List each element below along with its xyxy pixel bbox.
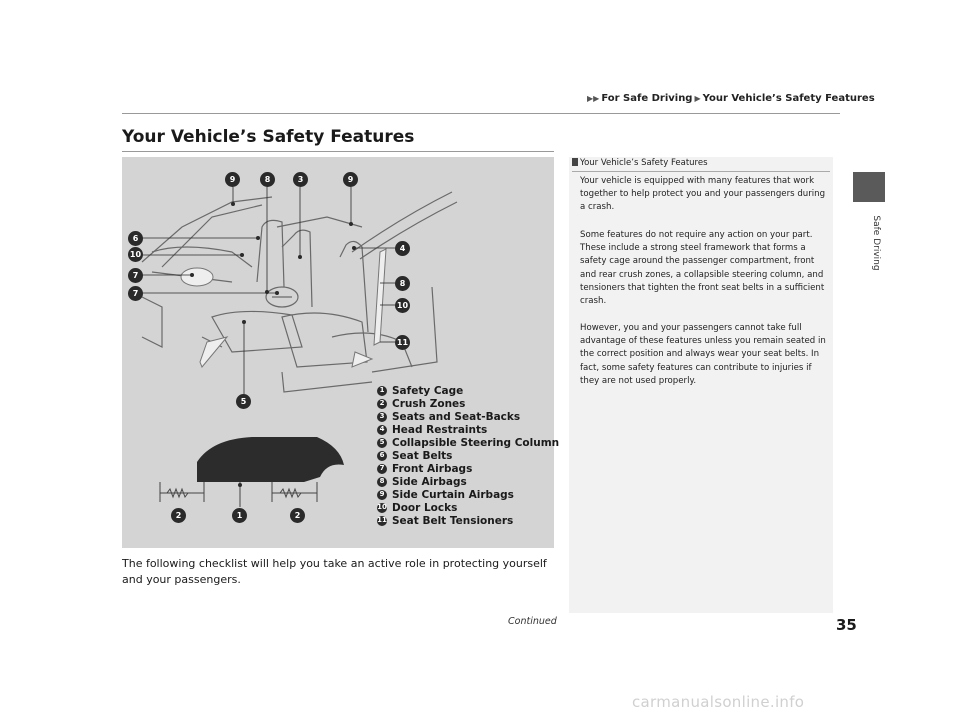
page-title: Your Vehicle’s Safety Features <box>122 127 415 147</box>
legend-number: 8 <box>377 477 387 487</box>
legend-item <box>377 488 559 501</box>
title-divider <box>122 151 554 152</box>
legend-number: 6 <box>377 451 387 461</box>
legend-item <box>377 436 559 449</box>
callout-3: 3 <box>293 172 308 187</box>
legend-label: Seats and Seat-Backs <box>392 410 521 423</box>
legend-item <box>377 384 559 397</box>
callout-8: 8 <box>395 276 410 291</box>
note-marker-icon <box>572 158 578 166</box>
legend-label: Seat Belts <box>392 449 453 462</box>
legend-label: Collapsible Steering Column <box>392 436 560 449</box>
note-paragraph-1: Your vehicle is equipped with many features that work together to help protect you and your passengers during a crash. <box>580 176 826 213</box>
legend-label: Side Airbags <box>392 475 467 488</box>
note-paragraph-3: However, you and your passengers cannot take full advantage of these features unless you remain seated in the correct position and always wear your seat belts. In fact, some safety features can contribute to injuries if they are not used properly. <box>580 323 826 386</box>
legend-item <box>377 423 559 436</box>
callout-2: 2 <box>171 508 186 523</box>
body-paragraph: The following checklist will help you take an active role in protecting yourself and your passengers. <box>122 557 547 586</box>
continued-label: Continued <box>508 616 557 627</box>
section-tab-label: Safe Driving <box>871 215 881 271</box>
legend-number: 7 <box>377 464 387 474</box>
callout-10: 10 <box>395 298 410 313</box>
legend-item <box>377 501 559 514</box>
section-tab[interactable] <box>853 172 885 202</box>
watermark-logo[interactable]: carmanualsonline.info <box>632 693 805 711</box>
page-number: 35 <box>836 616 857 634</box>
callout-1: 1 <box>232 508 247 523</box>
note-heading-text: Your Vehicle’s Safety Features <box>580 158 708 168</box>
legend-number: 2 <box>377 399 387 409</box>
callout-7: 7 <box>128 286 143 301</box>
legend-item <box>377 397 559 410</box>
note-divider <box>572 171 830 172</box>
breadcrumb-arrow-icon: ▶ <box>694 94 701 103</box>
callout-2: 2 <box>290 508 305 523</box>
breadcrumb-item-safe-driving[interactable]: For Safe Driving <box>601 93 693 104</box>
features-legend <box>377 384 559 527</box>
legend-number: 1 <box>377 386 387 396</box>
callout-9: 9 <box>225 172 240 187</box>
legend-label: Crush Zones <box>392 397 466 410</box>
callout-5: 5 <box>236 394 251 409</box>
legend-item <box>377 449 559 462</box>
callout-10: 10 <box>128 247 143 262</box>
note-heading <box>572 158 708 168</box>
breadcrumb <box>585 93 875 104</box>
breadcrumb-item-safety-features[interactable]: Your Vehicle’s Safety Features <box>702 93 875 104</box>
legend-label: Front Airbags <box>392 462 473 475</box>
legend-label: Seat Belt Tensioners <box>392 514 514 527</box>
legend-label: Safety Cage <box>392 384 464 397</box>
legend-number: 10 <box>377 503 387 511</box>
legend-label: Head Restraints <box>392 423 488 436</box>
legend-item <box>377 475 559 488</box>
callout-4: 4 <box>395 241 410 256</box>
legend-label: Side Curtain Airbags <box>392 488 514 501</box>
callout-7: 7 <box>128 268 143 283</box>
note-paragraph-2: Some features do not require any action on your part. These include a strong steel framework that forms a safety cage around the passenger compartment, front and rear crush zones, a collapsible steering column, and tensioners that tighten the front seat belts in a sufficient crash. <box>580 230 825 307</box>
legend-number: 3 <box>377 412 387 422</box>
legend-number: 9 <box>377 490 387 500</box>
legend-label: Door Locks <box>392 501 458 514</box>
header-divider <box>122 113 840 114</box>
breadcrumb-arrow-icon: ▶▶ <box>587 94 600 103</box>
callout-9: 9 <box>343 172 358 187</box>
callout-11: 11 <box>395 335 410 350</box>
legend-item <box>377 410 559 423</box>
callout-6: 6 <box>128 231 143 246</box>
legend-item <box>377 514 559 527</box>
legend-item <box>377 462 559 475</box>
legend-number: 11 <box>377 516 387 524</box>
legend-number: 4 <box>377 425 387 435</box>
callout-8: 8 <box>260 172 275 187</box>
legend-number: 5 <box>377 438 387 448</box>
